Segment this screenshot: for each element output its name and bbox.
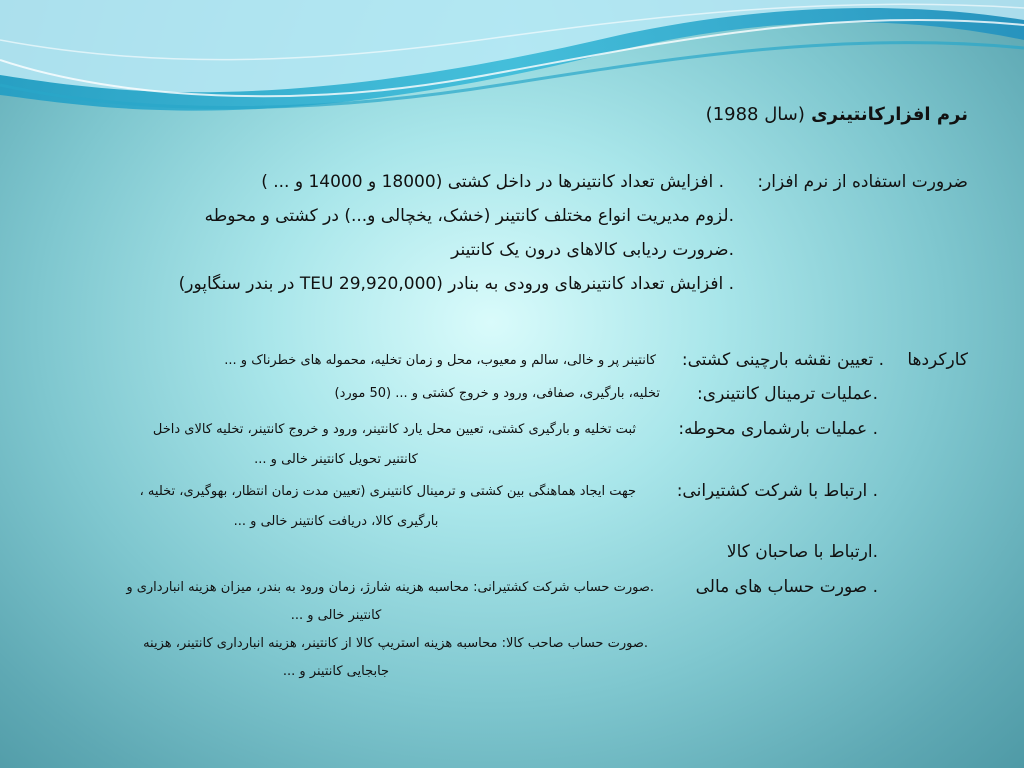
function-detail: تخلیه، بارگیری، صفافی، ورود و خروج کشتی و ... (50 مورد) [334, 386, 660, 401]
necessity-label: ضرورت استفاده از نرم افزار: [757, 172, 968, 192]
function-detail: جهت ایجاد هماهنگی بین کشتی و ترمینال کانتینری (تعیین مدت زمان انتظار، بهوگیری، تخلیه ، [139, 484, 636, 499]
function-label: . صورت حساب های مالی [695, 577, 878, 597]
necessity-item: . افزایش تعداد کانتینرها در داخل کشتی (18000 و 14000 و ... ) [261, 172, 724, 192]
necessity-item: . افزایش تعداد کانتینرهای ورودی به بنادر (29,920,000 TEU در بندر سنگاپور) [178, 274, 734, 294]
function-detail-cont: کانتنیر تحویل کانتینر خالی و ... [254, 452, 418, 467]
necessity-item: .لزوم مدیریت انواع مختلف کانتینر (خشک، یخچالی و...) در کشتی و محوطه [204, 206, 734, 226]
function-detail-cont: جابجایی کانتینر و ... [282, 664, 390, 679]
title-year: (سال 1988) [705, 104, 805, 125]
functions-label: کارکردها [907, 350, 968, 370]
function-label: . عملیات بارشماری محوطه: [678, 419, 878, 439]
function-label: .عملیات ترمینال کانتینری: [697, 384, 878, 404]
function-label: . ارتباط با شرکت کشتیرانی: [676, 481, 878, 501]
function-detail-cont: کانتینر خالی و ... [290, 608, 382, 623]
necessity-item: .ضرورت ردیابی کالاهای درون یک کانتینر [451, 240, 734, 260]
page-title [706, 104, 968, 125]
function-detail: کانتینر پر و خالی، سالم و معیوب، محل و زمان تخلیه، محموله های خطرناک و ... [224, 353, 656, 368]
function-detail: ثبت تخلیه و بارگیری کشتی، تعیین محل یارد کانتینر، ورود و خروج کانتینر، تخلیه کالای داخل [152, 422, 636, 437]
function-detail: .صورت حساب صاحب کالا: محاسبه هزینه استریپ کالا از کانتینر، هزینه انبارداری کانتینر، هزینه [143, 636, 648, 651]
title-text: نرم افزارکانتینری [811, 104, 968, 125]
function-label: . تعیین نقشه بارچینی کشتی: [681, 350, 884, 370]
function-detail-cont: بارگیری کالا، دریافت کانتینر خالی و ... [233, 514, 439, 529]
function-label: .ارتباط با صاحبان کالا [726, 542, 878, 562]
function-detail: .صورت حساب شرکت کشتیرانی: محاسبه هزینه شارژ، زمان ورود به بندر، میزان هزینه انبارداری و [126, 580, 654, 595]
